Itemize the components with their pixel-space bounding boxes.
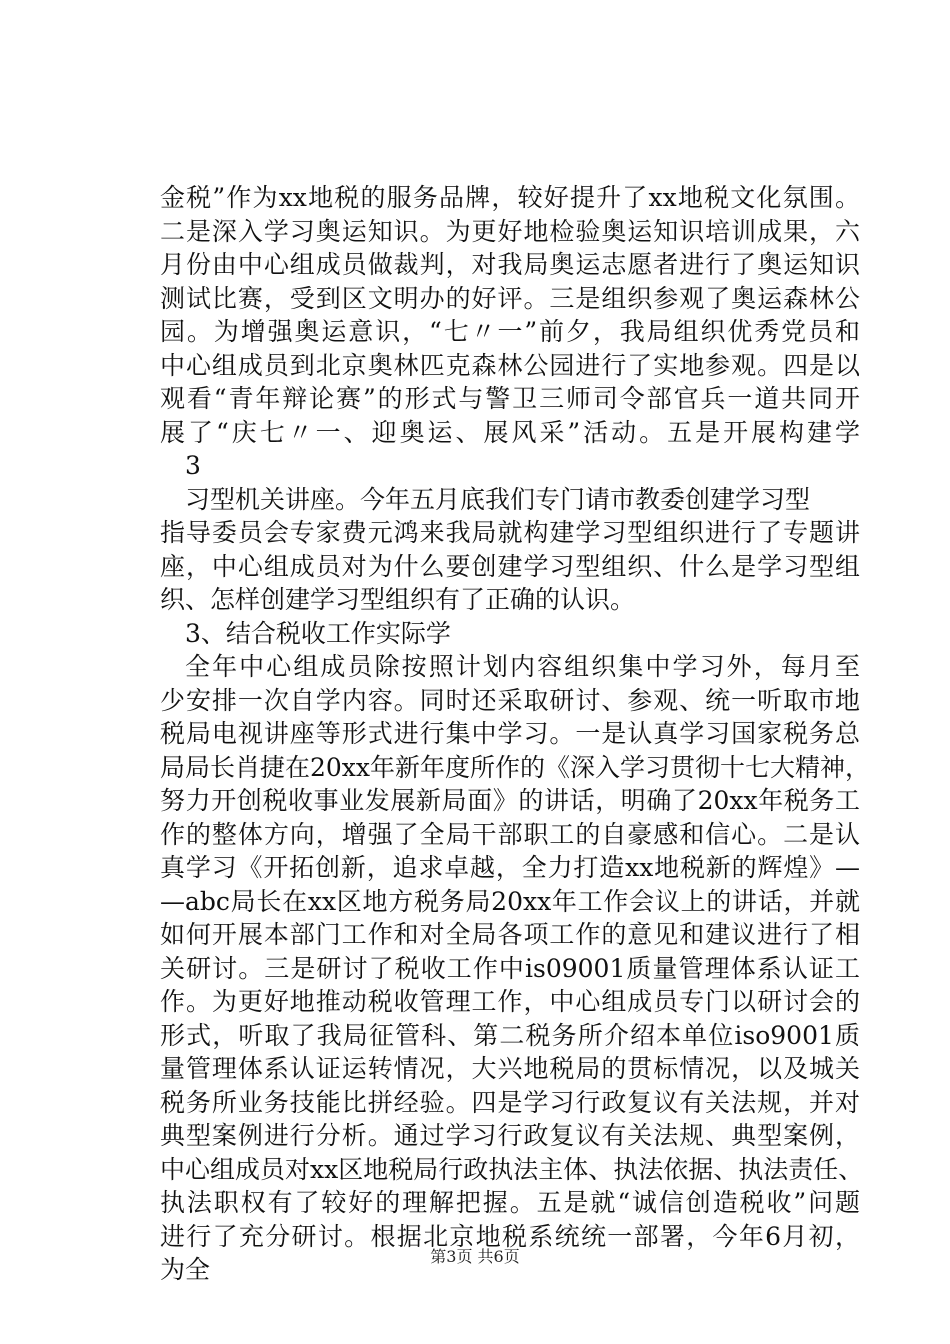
text-line: 为全 [160, 1255, 211, 1284]
body-text [160, 181, 871, 1287]
text-line: 执法职权有了较好的理解把握。五是就“诚信创造税收”问题 [160, 1188, 860, 1217]
text-line: 园。为增强奥运意识，“七〃一”前夕，我局组织优秀党员和 [160, 317, 860, 346]
text-line: 局局长肖捷在20xx年新年度所作的《深入学习贯彻十七大精神， [160, 752, 871, 782]
text-line: 观看“青年辩论赛”的形式与警卫三师司令部官兵一道共同开 [160, 384, 860, 413]
text-line: 如何开展本部门工作和对全局各项工作的意见和建议进行了相 [160, 920, 860, 949]
text-line: 真学习《开拓创新，追求卓越，全力打造xx地税新的辉煌》— [160, 853, 860, 882]
page-indicator: 第3页 共6页 [430, 1247, 520, 1266]
text-line: 税务所业务技能比拼经验。四是学习行政复议有关法规，并对 [160, 1087, 860, 1117]
text-line: 金税”作为xx地税的服务品牌，较好提升了xx地税文化氛围。 [160, 183, 860, 212]
text-line: 中心组成员到北京奥林匹克森林公园进行了实地参观。四是以 [160, 350, 860, 380]
text-line: 少安排一次自学内容。同时还采取研讨、参观、统一听取市地 [160, 685, 860, 715]
text-line: 形式，听取了我局征管科、第二税务所介绍本单位iso9001质 [160, 1020, 860, 1050]
text-line: 指导委员会专家费元鸿来我局就构建学习型组织进行了专题讲 [160, 518, 860, 547]
text-line: 织、怎样创建学习型组织有了正确的认识。 [160, 585, 636, 614]
text-line: 中心组成员对xx区地税局行政执法主体、执法依据、执法责任、 [160, 1154, 864, 1184]
text-line: 努力开创税收事业发展新局面》的讲话，明确了20xx年税务工 [160, 786, 860, 815]
text-line: 二是深入学习奥运知识。为更好地检验奥运知识培训成果，六 [160, 216, 860, 246]
text-line: 量管理体系认证运转情况，大兴地税局的贯标情况，以及城关 [160, 1054, 860, 1083]
text-line: 作的整体方向，增强了全局干部职工的自豪感和信心。二是认 [160, 819, 860, 849]
text-line: 进行了充分研讨。根据北京地税系统统一部署，今年6月初， [160, 1221, 860, 1251]
page-break-number: 3 [185, 451, 201, 480]
text-line: 全年中心组成员除按照计划内容组织集中学习外，每月至 [185, 652, 860, 681]
section-heading: 3、结合税收工作实际学 [185, 618, 451, 648]
text-line: 税局电视讲座等形式进行集中学习。一是认真学习国家税务总 [160, 719, 860, 748]
text-line: 习型机关讲座。今年五月底我们专门请市教委创建学习型 [185, 484, 811, 514]
text-line: 测试比赛，受到区文明办的好评。三是组织参观了奥运森林公 [160, 283, 860, 313]
text-line: —abc局长在xx区地方税务局20xx年工作会议上的讲话，并就 [160, 886, 860, 916]
text-line: 座，中心组成员对为什么要创建学习型组织、什么是学习型组 [160, 551, 860, 581]
text-line: 作。为更好地推动税收管理工作，中心组成员专门以研讨会的 [160, 987, 860, 1016]
text-line: 关研讨。三是研讨了税收工作中is09001质量管理体系认证工 [160, 953, 860, 983]
text-line: 月份由中心组成员做裁判，对我局奥运志愿者进行了奥运知识 [160, 250, 860, 279]
page-footer [0, 1244, 950, 1267]
text-line: 展了“庆七〃一、迎奥运、展风采”活动。五是开展构建学 [160, 417, 860, 447]
text-line: 典型案例进行分析。通过学习行政复议有关法规、典型案例， [160, 1121, 860, 1150]
